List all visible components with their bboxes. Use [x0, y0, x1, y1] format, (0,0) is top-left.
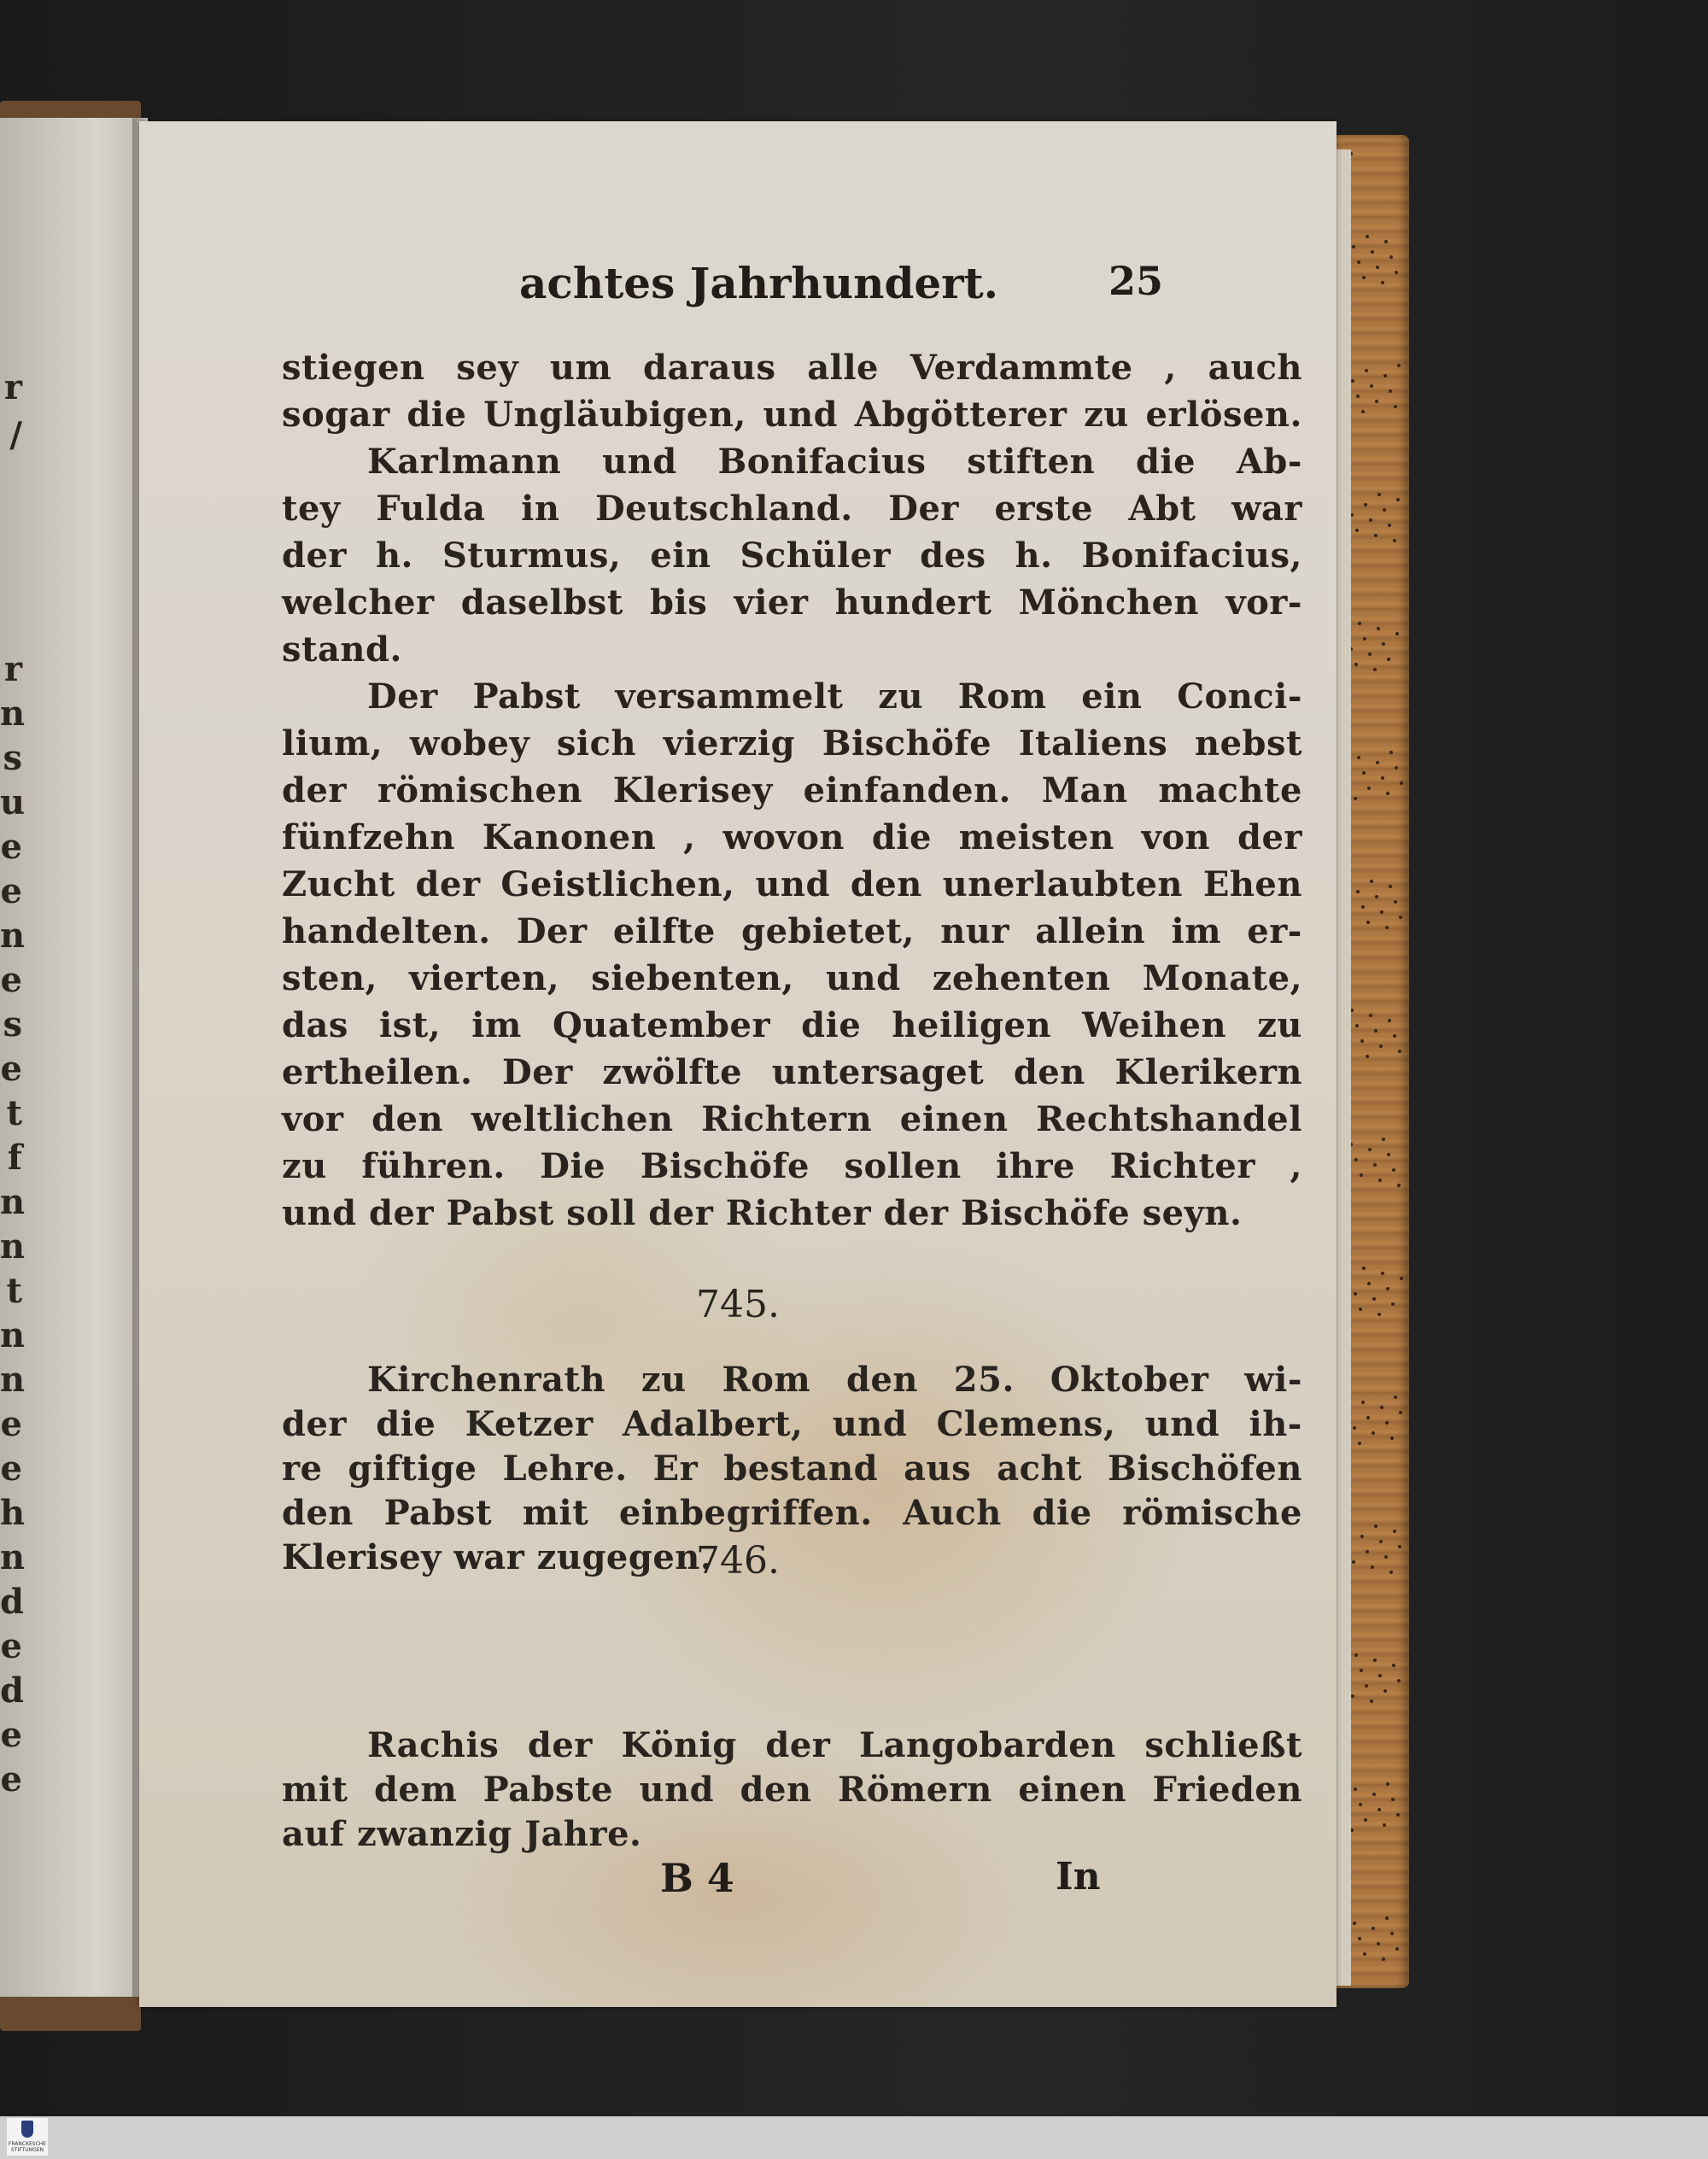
fore-edge-speck [1365, 369, 1368, 372]
left-page-fragment: n [0, 693, 26, 734]
fore-edge-speck [1354, 1158, 1358, 1161]
fore-edge-speck [1388, 524, 1391, 527]
left-page-fragment: u [0, 782, 26, 822]
fore-edge-speck [1392, 1664, 1395, 1667]
fore-edge-speck [1389, 389, 1392, 393]
fore-edge-speck [1351, 1694, 1354, 1698]
fore-edge-speck [1391, 1798, 1395, 1801]
left-page-fragment: r [3, 367, 22, 407]
fore-edge-speck [1379, 1044, 1383, 1048]
fore-edge-speck [1394, 900, 1397, 904]
fore-edge-speck [1399, 916, 1402, 919]
left-page-fragment: n [0, 1537, 26, 1577]
logo-text: FRANCKESCHE STIFTUNGEN [8, 2141, 47, 2153]
fore-edge-speck [1364, 1818, 1367, 1822]
fore-edge-speck [1380, 910, 1383, 914]
fore-edge-speck [1359, 1308, 1362, 1311]
fore-edge-speck [1352, 245, 1355, 249]
text-line: Zucht der Geistlichen, und den unerlaubten Ehen [282, 864, 1302, 904]
fore-edge-speck [1393, 1530, 1396, 1533]
fore-edge-speck [1366, 1055, 1369, 1058]
fore-edge-speck [1358, 622, 1361, 625]
fore-edge-speck [1355, 1024, 1359, 1027]
fore-edge-speck [1377, 627, 1380, 630]
fore-edge-speck [1357, 756, 1360, 759]
fore-edge-speck [1367, 787, 1371, 790]
fore-edge-speck [1383, 1823, 1386, 1827]
fore-edge-speck [1366, 1416, 1370, 1419]
fore-edge-speck [1370, 1700, 1373, 1703]
previous-page-edge [0, 118, 137, 1997]
text-line: fünfzehn Kanonen , wovon die meisten von der [282, 817, 1302, 857]
logo-shield-icon [21, 2121, 33, 2138]
text-line: der die Ketzer Adalbert, und Clemens, und ih- [282, 1404, 1302, 1444]
fore-edge-speck [1385, 1421, 1389, 1425]
fore-edge-speck [1383, 1689, 1387, 1693]
text-line: sogar die Ungläubigen, und Abgötterer zu erlösen. [282, 395, 1302, 435]
fore-edge-speck [1361, 905, 1365, 909]
left-page-fragment: n [0, 1226, 26, 1267]
fore-edge-speck [1374, 1029, 1378, 1033]
book-page [139, 121, 1337, 2007]
left-page-fragment: f [7, 1138, 22, 1178]
fore-edge-speck [1386, 792, 1389, 795]
fore-edge-speck [1375, 400, 1378, 403]
fore-edge-speck [1369, 518, 1372, 522]
text-line: zu führen. Die Bischöfe sollen ihre Richter , [282, 1146, 1302, 1186]
left-page-fragment: h [0, 1493, 26, 1533]
fore-edge-speck [1399, 1411, 1402, 1414]
fore-edge-speck [1364, 503, 1367, 506]
text-line: Kirchenrath zu Rom den 25. Oktober wi- [367, 1360, 1302, 1400]
left-page-fragment: d [0, 1582, 24, 1622]
fore-edge-speck [1366, 1550, 1369, 1553]
fore-edge-speck [1377, 1942, 1380, 1945]
left-page-fragment: e [0, 1626, 22, 1666]
section-year-746: 746. [696, 1539, 780, 1583]
fore-edge-speck [1387, 658, 1390, 661]
left-page-fragment: e [0, 1759, 22, 1799]
fore-edge-speck [1373, 1659, 1377, 1662]
text-line: der h. Sturmus, ein Schüler des h. Bonifacius, [282, 535, 1302, 576]
left-page-fragment: t [6, 1271, 22, 1311]
text-line: tey Fulda in Deutschland. Der erste Abt war [282, 489, 1302, 529]
fore-edge-speck [1369, 1014, 1372, 1017]
fore-edge-speck [1391, 1302, 1395, 1306]
fore-edge-speck [1381, 1272, 1384, 1275]
left-page-fragment: e [0, 1049, 22, 1089]
fore-edge-speck [1353, 1426, 1356, 1430]
fore-edge-speck [1386, 1287, 1389, 1290]
fore-edge-speck [1383, 374, 1387, 377]
fore-edge-speck [1354, 663, 1358, 666]
fore-edge-speck [1368, 1148, 1372, 1151]
left-page-fragment: e [0, 1715, 22, 1755]
fore-edge-speck [1367, 1282, 1371, 1285]
section-year-745: 745. [696, 1283, 780, 1326]
fore-edge-speck [1395, 766, 1398, 769]
fore-edge-speck [1394, 405, 1397, 408]
fore-edge-speck [1378, 1674, 1382, 1677]
fore-edge-speck [1381, 281, 1384, 284]
fore-edge-speck [1392, 1168, 1395, 1172]
fore-edge-speck [1384, 1555, 1388, 1559]
fore-edge-speck [1354, 797, 1357, 800]
text-line: Klerisey war zugegen. [282, 1537, 713, 1577]
text-line: welcher daselbst bis vier hundert Mönchen vor- [282, 582, 1302, 623]
signature-mark: B 4 [660, 1855, 734, 1901]
left-page-fragment: s [3, 1004, 22, 1044]
fore-edge-speck [1358, 1937, 1361, 1940]
fore-edge-speck [1356, 395, 1360, 398]
page-number: 25 [1108, 258, 1164, 304]
fore-edge-speck [1382, 1957, 1385, 1961]
fore-edge-speck [1382, 642, 1385, 646]
fore-edge-speck [1353, 1922, 1356, 1925]
text-line: Der Pabst versammelt zu Rom ein Conci- [367, 676, 1302, 717]
fore-edge-speck [1370, 384, 1373, 388]
left-page-fragment: / [9, 415, 22, 455]
fore-edge-speck [1359, 1803, 1362, 1806]
text-line: vor den weltlichen Richtern einen Rechtshandel [282, 1099, 1302, 1139]
fore-edge-speck [1362, 276, 1366, 279]
fore-edge-speck [1352, 1560, 1355, 1564]
fore-edge-speck [1372, 1927, 1375, 1930]
fore-edge-speck [1389, 751, 1393, 754]
text-line: re giftige Lehre. Er bestand aus acht Bischöfen [282, 1448, 1302, 1489]
left-page-fragment: n [0, 916, 26, 956]
fore-edge-speck [1360, 1173, 1363, 1177]
fore-edge-speck [1383, 508, 1386, 512]
text-line: der römischen Klerisey einfanden. Man machte [282, 770, 1302, 810]
fore-edge-speck [1376, 266, 1379, 269]
left-page-fragment: e [0, 1404, 22, 1444]
fore-edge-speck [1361, 1401, 1365, 1404]
fore-edge-speck [1387, 1153, 1390, 1156]
text-line: und der Pabst soll der Richter der Bischöfe seyn. [282, 1193, 1243, 1233]
footer-bar [0, 2116, 1708, 2159]
fore-edge-speck [1363, 1952, 1366, 1956]
fore-edge-speck [1398, 1050, 1401, 1053]
fore-edge-speck [1375, 895, 1378, 898]
fore-edge-speck [1355, 529, 1359, 532]
fore-edge-speck [1394, 1395, 1397, 1399]
fore-edge-speck [1361, 410, 1365, 413]
fore-edge-speck [1360, 1535, 1364, 1538]
fore-edge-speck [1360, 1039, 1364, 1043]
fore-edge-speck [1362, 1267, 1366, 1270]
fore-edge-speck [1390, 1932, 1394, 1935]
fore-edge-speck [1371, 1565, 1374, 1569]
running-header: achtes Jahrhundert. [519, 258, 999, 308]
fore-edge-speck [1385, 1916, 1389, 1920]
fore-edge-speck [1378, 1313, 1381, 1316]
fore-edge-speck [1370, 880, 1373, 883]
fore-edge-speck [1378, 1179, 1382, 1182]
text-line: stiegen sey um daraus alle Verdammte , auch [282, 348, 1302, 388]
text-line: den Pabst mit einbegriffen. Auch die römische [282, 1493, 1302, 1533]
fore-edge-speck [1395, 632, 1399, 635]
fore-edge-speck [1354, 1787, 1357, 1791]
text-line: mit dem Pabste und den Römern einen Frieden [282, 1770, 1302, 1810]
text-line: auf zwanzig Jahre. [282, 1814, 642, 1854]
fore-edge-speck [1357, 260, 1360, 264]
text-line: stand. [282, 629, 402, 670]
fore-edge-speck [1368, 652, 1372, 656]
fore-edge-speck [1397, 1184, 1401, 1187]
text-line: handelten. Der eilfte gebietet, nur allein im er- [282, 911, 1302, 951]
left-page-fragment: n [0, 1182, 26, 1222]
fore-edge-speck [1388, 1019, 1391, 1022]
left-page-fragment: r [3, 649, 22, 689]
fore-edge-speck [1384, 240, 1388, 243]
fore-edge-speck [1400, 1277, 1403, 1280]
catchword: In [1056, 1855, 1101, 1899]
text-line: ertheilen. Der zwölfte untersaget den Klerikern [282, 1052, 1302, 1092]
left-page-fragment: e [0, 1448, 22, 1489]
left-page-fragment: s [3, 738, 22, 778]
fore-edge-speck [1400, 781, 1403, 785]
fore-edge-speck [1389, 885, 1392, 888]
fore-edge-speck [1396, 498, 1400, 501]
fore-edge-speck [1362, 771, 1366, 775]
fore-edge-speck [1378, 493, 1381, 496]
left-page-fragment: e [0, 827, 22, 867]
fore-edge-speck [1374, 1524, 1378, 1528]
fore-edge-speck [1365, 1684, 1368, 1688]
fore-edge-speck [1374, 534, 1378, 537]
fore-edge-speck [1358, 1442, 1361, 1445]
fore-edge-speck [1372, 1297, 1376, 1301]
text-line: lium, wobey sich vierzig Bischöfe Italiens nebst [282, 723, 1302, 764]
fore-edge-speck [1351, 379, 1354, 383]
left-page-fragment: n [0, 1360, 26, 1400]
fore-edge-speck [1378, 1808, 1381, 1811]
fore-edge-speck [1366, 921, 1370, 924]
fore-edge-speck [1372, 1431, 1375, 1435]
institution-logo [7, 2118, 48, 2156]
fore-edge-speck [1393, 539, 1396, 542]
fore-edge-speck [1363, 637, 1366, 641]
fore-edge-speck [1389, 255, 1393, 259]
fore-edge-speck [1372, 1793, 1376, 1796]
fore-edge-speck [1366, 235, 1369, 238]
fore-edge-speck [1397, 1679, 1401, 1682]
fore-edge-speck [1360, 1669, 1363, 1672]
fore-edge-speck [1354, 1653, 1358, 1657]
fore-edge-speck [1376, 761, 1379, 764]
left-page-fragment: d [0, 1670, 24, 1711]
fore-edge-speck [1382, 1138, 1385, 1141]
fore-edge-speck [1373, 668, 1377, 671]
fore-edge-speck [1371, 250, 1374, 254]
fore-edge-speck [1385, 926, 1389, 929]
fore-edge-speck [1395, 1947, 1399, 1951]
left-page-fragment: n [0, 1315, 26, 1355]
left-page-fragment: t [6, 1093, 22, 1133]
text-line: das ist, im Quatember die heiligen Weihen zu [282, 1005, 1302, 1045]
fore-edge-speck [1386, 1782, 1389, 1786]
fore-edge-speck [1395, 271, 1398, 274]
fore-edge-speck [1381, 776, 1384, 780]
fore-edge-speck [1393, 1034, 1396, 1038]
fore-edge-speck [1389, 1571, 1393, 1574]
text-line: Rachis der König der Langobarden schließt [367, 1725, 1302, 1765]
fore-edge-speck [1373, 1163, 1377, 1167]
fore-edge-speck [1379, 1540, 1383, 1543]
fore-edge-speck [1398, 1545, 1401, 1548]
fore-edge-speck [1396, 1813, 1400, 1817]
fore-edge-speck [1380, 1406, 1383, 1409]
left-page-fragment: e [0, 960, 22, 1000]
fore-edge-speck [1356, 890, 1360, 893]
left-page-fragment: e [0, 871, 22, 911]
text-line: sten, vierten, siebenten, und zehenten Monate, [282, 958, 1302, 998]
text-line: Karlmann und Bonifacius stiften die Ab- [367, 442, 1302, 482]
fore-edge-speck [1354, 1292, 1357, 1296]
fore-edge-speck [1397, 364, 1401, 367]
fore-edge-speck [1390, 1436, 1394, 1440]
